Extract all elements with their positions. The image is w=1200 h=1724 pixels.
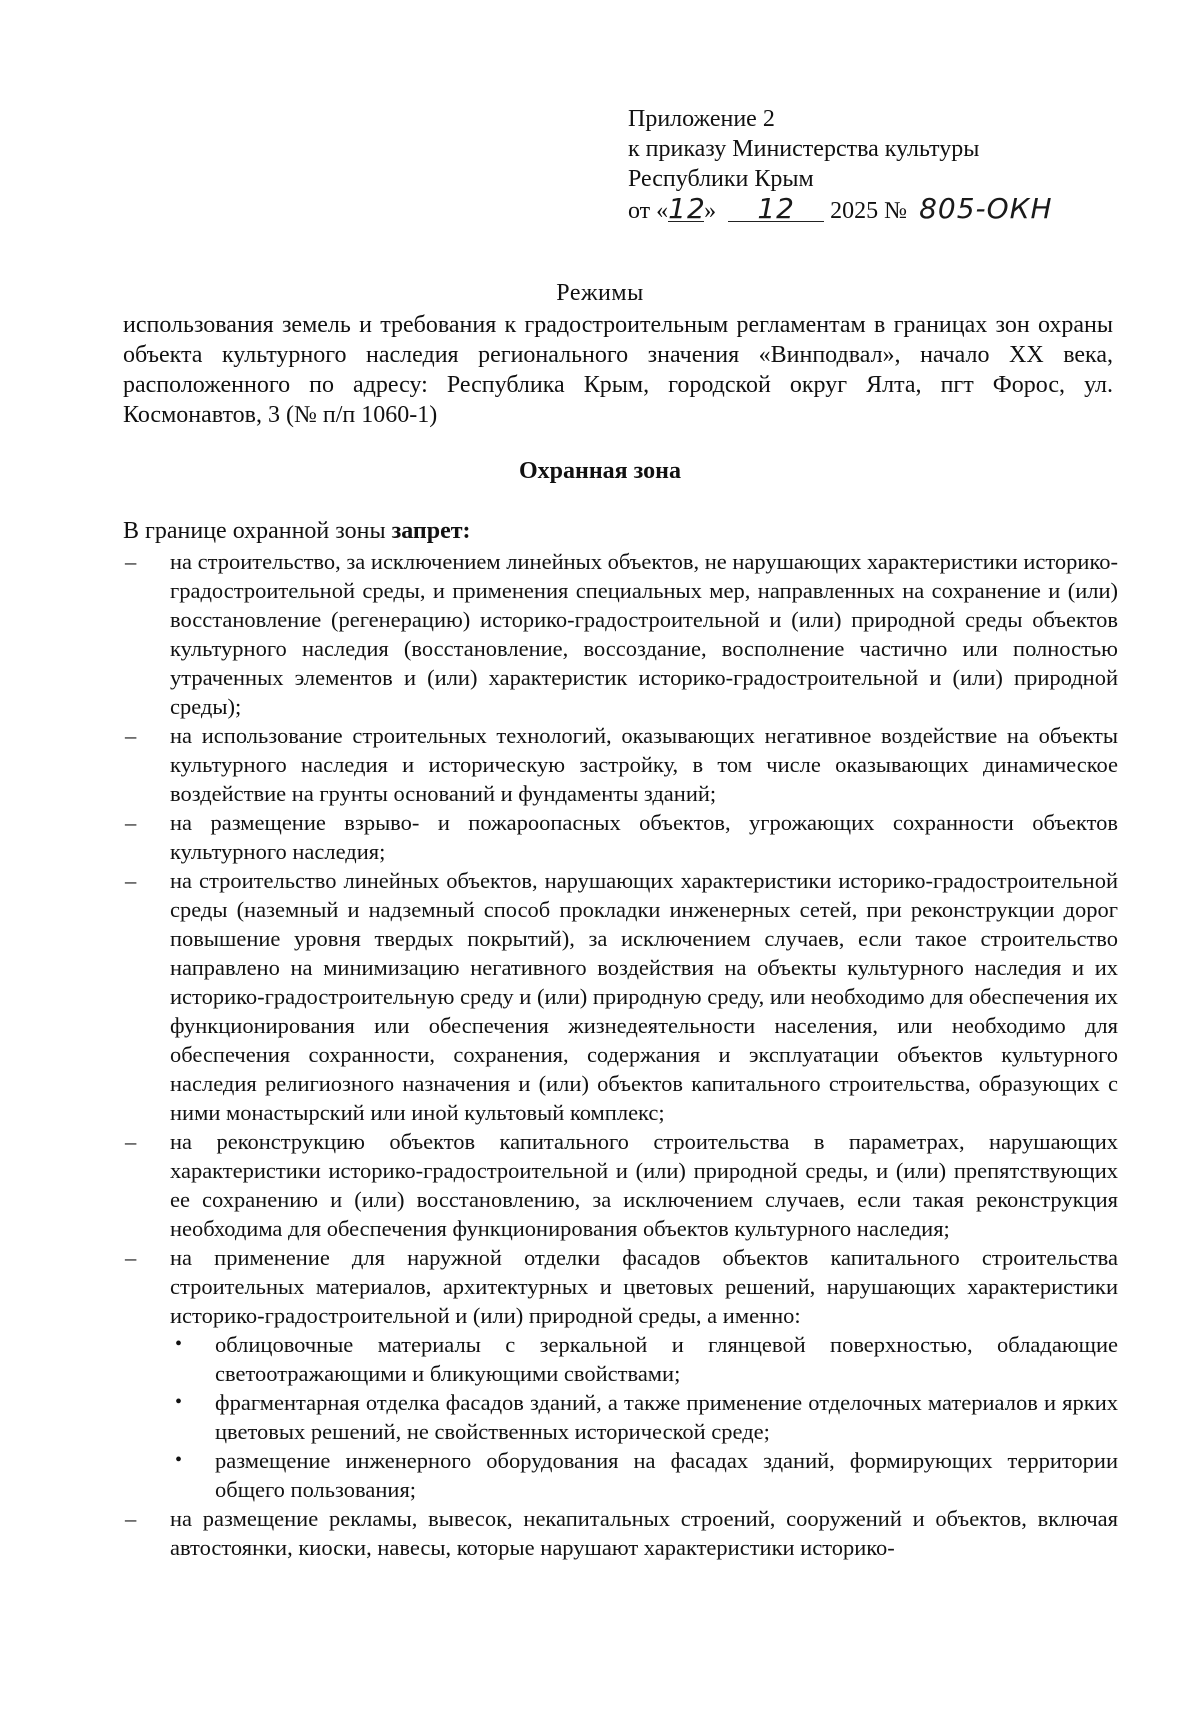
date-day-handwritten: 12 bbox=[668, 192, 706, 225]
list-item-text: на применение для наружной отделки фасадов объектов капитального строительства строительных материалов, архитектурных и цветовых решений, нарушающих характеристики историко-градостроительной и (или) природной среды, а именно: bbox=[170, 1245, 1118, 1328]
sublist-item-text: фрагментарная отделка фасадов зданий, а также применение отделочных материалов и ярких цветовых решений, не свойственных исторической среде; bbox=[215, 1390, 1118, 1444]
facade-materials-sublist bbox=[170, 1330, 1118, 1504]
appendix-header bbox=[628, 104, 1053, 226]
appendix-line-1: Приложение 2 bbox=[628, 106, 775, 132]
list-item-text: на размещение рекламы, вывесок, некапитальных строений, сооружений и объектов, включая автостоянки, киоски, навесы, которые нарушают характеристики историко- bbox=[170, 1506, 1118, 1560]
intro-paragraph bbox=[123, 516, 471, 546]
sublist-item bbox=[170, 1330, 1118, 1388]
sublist-item bbox=[170, 1446, 1118, 1504]
list-item-text: на использование строительных технологий, оказывающих негативное воздействие на объекты культурного наследия и историческую застройку, в том числе оказывающих динамическое воздействие на грунты оснований и фундаменты зданий; bbox=[170, 723, 1118, 806]
list-item bbox=[123, 866, 1118, 1127]
bullet-marker: • bbox=[175, 1391, 183, 1413]
document-subtitle: использования земель и требования к градостроительным регламентам в границах зон охраны объекта культурного наследия регионального значения «Винподвал», начало XX века, расположенного по адресу: Республика Крым, городской округ Ялта, пгт Форос, ул. Космонавтов, 3 (№ п/п 1060-1) bbox=[123, 312, 1113, 428]
list-item-text: на строительство, за исключением линейных объектов, не нарушающих характеристики историко-градостроительной среды, и применения специальных мер, направленных на сохранение и (или) восстановление (регенерацию) историко-градостроительной и (или) природной среды объектов культурного наследия (восстановление, воссоздание, восполнение частично или полностью утраченных элементов и (или) характеристик историко-градостроительной и (или) природной среды); bbox=[170, 549, 1118, 719]
intro-emphasis: запрет: bbox=[391, 518, 471, 544]
appendix-line-3: Республики Крым bbox=[628, 166, 814, 192]
dash-marker: – bbox=[125, 810, 137, 835]
date-mid: » bbox=[704, 198, 717, 224]
list-item bbox=[123, 808, 1118, 866]
bullet-marker: • bbox=[175, 1449, 183, 1471]
dash-marker: – bbox=[125, 723, 137, 748]
list-item-text: на размещение взрыво- и пожароопасных объектов, угрожающих сохранности объектов культурного наследия; bbox=[170, 810, 1118, 864]
date-year: 2025 № bbox=[830, 198, 908, 224]
dash-marker: – bbox=[125, 1129, 137, 1154]
appendix-line-2: к приказу Министерства культуры bbox=[628, 136, 980, 162]
dash-marker: – bbox=[125, 549, 137, 574]
order-date-line bbox=[628, 194, 1053, 226]
date-month-handwritten: 12 bbox=[728, 197, 824, 222]
bullet-marker: • bbox=[175, 1333, 183, 1355]
document-title: Режимы bbox=[556, 280, 644, 306]
dash-marker: – bbox=[125, 1245, 137, 1270]
list-item bbox=[123, 1127, 1118, 1243]
sublist-item-text: размещение инженерного оборудования на фасадах зданий, формирующих территории общего пользования; bbox=[215, 1448, 1118, 1502]
sublist-item-text: облицовочные материалы с зеркальной и глянцевой поверхностью, обладающие светоотражающими и бликующими свойствами; bbox=[215, 1332, 1118, 1386]
intro-text: В границе охранной зоны bbox=[123, 518, 392, 544]
dash-marker: – bbox=[125, 868, 137, 893]
sublist-item bbox=[170, 1388, 1118, 1446]
dash-marker: – bbox=[125, 1506, 137, 1531]
list-item bbox=[123, 721, 1118, 808]
list-item-text: на реконструкцию объектов капитального строительства в параметрах, нарушающих характеристики историко-градостроительной и (или) природной среды, и (или) препятствующих ее сохранению и (или) восстановлению, за исключением случаев, если такая реконструкция необходима для обеспечения функционирования объектов культурного наследия; bbox=[170, 1129, 1118, 1241]
list-item bbox=[123, 547, 1118, 721]
list-item bbox=[123, 1504, 1118, 1562]
date-prefix: от « bbox=[628, 198, 669, 224]
order-number-handwritten: 805-ОКН bbox=[919, 192, 1053, 225]
section-heading: Охранная зона bbox=[519, 458, 681, 484]
list-item-text: на строительство линейных объектов, нарушающих характеристики историко-градостроительной среды (наземный и надземный способ прокладки инженерных сетей, при реконструкции дорог повышение уровня твердых покрытий), за исключением случаев, если такое строительство направлено на минимизацию негативного воздействия на объекты культурного наследия и их историко-градостроительную среду и (или) природную среду, или необходимо для обеспечения их функционирования или обеспечения жизнедеятельности населения, или необходимо для обеспечения сохранности, сохранения, содержания и эксплуатации объектов культурного наследия религиозного назначения и (или) объектов капитального строительства, образующих с ними монастырский или иной культовый комплекс; bbox=[170, 868, 1118, 1125]
prohibitions-list bbox=[123, 547, 1118, 1562]
list-item bbox=[123, 1243, 1118, 1504]
